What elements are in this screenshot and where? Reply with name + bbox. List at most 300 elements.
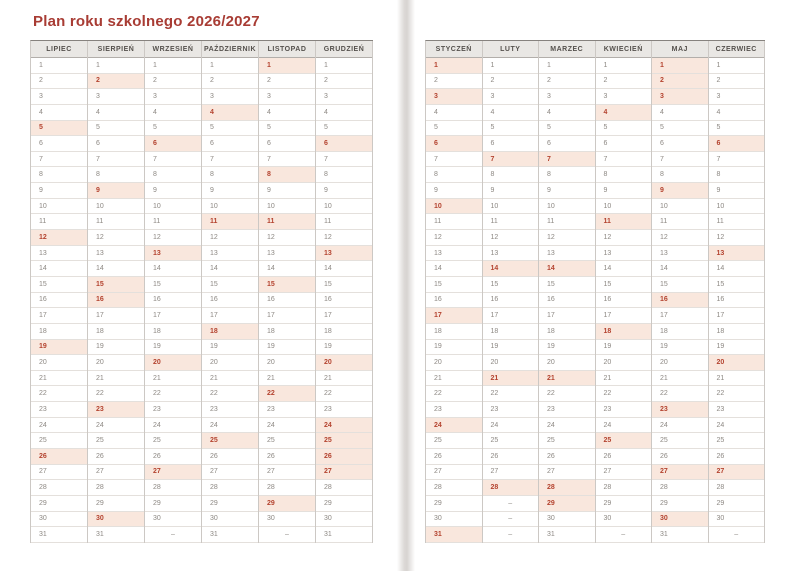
day-cell: 4 <box>31 105 87 121</box>
day-cell: 3 <box>483 89 539 105</box>
day-cell: 20 <box>539 355 595 371</box>
day-cell: 28 <box>145 480 201 496</box>
day-cell: 28 <box>709 480 765 496</box>
month-column <box>202 41 259 543</box>
day-cell: 16 <box>259 293 315 309</box>
day-cell: 23 <box>145 402 201 418</box>
day-cell: 4 <box>709 105 765 121</box>
day-cell: 23 <box>596 402 652 418</box>
day-cell: 5 <box>88 121 144 137</box>
day-cell: 26 <box>88 449 144 465</box>
day-cell: 25 <box>88 433 144 449</box>
empty-cell: – <box>145 527 201 543</box>
day-cell-highlighted: 5 <box>31 121 87 137</box>
day-cell: 7 <box>709 152 765 168</box>
day-cell: 9 <box>145 183 201 199</box>
day-cell: 24 <box>88 418 144 434</box>
day-cell: 6 <box>31 136 87 152</box>
day-cell: 6 <box>88 136 144 152</box>
day-cell: 27 <box>483 465 539 481</box>
day-cell: 13 <box>483 246 539 262</box>
day-cell: 27 <box>596 465 652 481</box>
day-cell: 13 <box>652 246 708 262</box>
day-cell: 4 <box>316 105 372 121</box>
day-cell: 31 <box>31 527 87 543</box>
day-cell: 19 <box>145 340 201 356</box>
page-title: Plan roku szkolnego 2026/2027 <box>33 13 260 30</box>
day-cell: 20 <box>88 355 144 371</box>
day-cell: 12 <box>88 230 144 246</box>
day-cell-highlighted: 18 <box>202 324 258 340</box>
day-cell: 23 <box>259 402 315 418</box>
day-cell: 7 <box>31 152 87 168</box>
day-cell: 26 <box>426 449 482 465</box>
day-cell: 20 <box>596 355 652 371</box>
day-cell: 23 <box>426 402 482 418</box>
day-cell: 19 <box>259 340 315 356</box>
day-cell: 13 <box>88 246 144 262</box>
day-cell-highlighted: 2 <box>652 74 708 90</box>
day-cell: 6 <box>483 136 539 152</box>
empty-cell: – <box>483 527 539 543</box>
day-cell: 1 <box>88 58 144 74</box>
day-cell: 25 <box>145 433 201 449</box>
day-cell-highlighted: 23 <box>88 402 144 418</box>
day-cell: 1 <box>539 58 595 74</box>
day-cell: 7 <box>259 152 315 168</box>
day-cell: 7 <box>145 152 201 168</box>
day-cell: 17 <box>316 308 372 324</box>
day-cell: 4 <box>483 105 539 121</box>
day-cell: 17 <box>202 308 258 324</box>
day-cell: 26 <box>709 449 765 465</box>
day-cell: 2 <box>709 74 765 90</box>
day-cell-highlighted: 27 <box>709 465 765 481</box>
day-cell-highlighted: 13 <box>145 246 201 262</box>
day-cell-highlighted: 30 <box>88 512 144 528</box>
empty-cell: – <box>483 512 539 528</box>
day-cell-highlighted: 6 <box>145 136 201 152</box>
day-cell: 11 <box>145 214 201 230</box>
day-cell: 22 <box>145 386 201 402</box>
day-cell-highlighted: 16 <box>88 293 144 309</box>
day-cell-highlighted: 24 <box>426 418 482 434</box>
day-cell: 25 <box>426 433 482 449</box>
day-cell: 23 <box>202 402 258 418</box>
day-cell: 30 <box>259 512 315 528</box>
day-cell: 12 <box>316 230 372 246</box>
day-cell: 1 <box>709 58 765 74</box>
month-header: GRUDZIEŃ <box>316 41 372 58</box>
day-cell: 22 <box>88 386 144 402</box>
day-cell-highlighted: 21 <box>539 371 595 387</box>
day-cell: 10 <box>596 199 652 215</box>
month-header: SIERPIEŃ <box>88 41 144 58</box>
day-cell: 9 <box>426 183 482 199</box>
day-cell-highlighted: 12 <box>31 230 87 246</box>
month-header: PAŹDZIERNIK <box>202 41 258 58</box>
day-cell: 14 <box>426 261 482 277</box>
day-cell: 9 <box>483 183 539 199</box>
day-cell: 19 <box>483 340 539 356</box>
day-cell: 12 <box>539 230 595 246</box>
day-cell: 27 <box>31 465 87 481</box>
day-cell-highlighted: 11 <box>259 214 315 230</box>
day-cell: 3 <box>145 89 201 105</box>
day-cell: 7 <box>596 152 652 168</box>
day-cell-highlighted: 25 <box>316 433 372 449</box>
month-column <box>709 41 766 543</box>
day-cell: 27 <box>426 465 482 481</box>
day-cell: 14 <box>316 261 372 277</box>
day-cell: 24 <box>539 418 595 434</box>
day-cell: 18 <box>145 324 201 340</box>
day-cell: 1 <box>31 58 87 74</box>
day-cell: 8 <box>316 167 372 183</box>
day-cell: 10 <box>88 199 144 215</box>
day-cell: 28 <box>31 480 87 496</box>
day-cell: 5 <box>259 121 315 137</box>
day-cell: 13 <box>539 246 595 262</box>
day-cell: 8 <box>596 167 652 183</box>
day-cell: 23 <box>539 402 595 418</box>
day-cell: 11 <box>709 214 765 230</box>
day-cell: 29 <box>31 496 87 512</box>
day-cell: 18 <box>539 324 595 340</box>
day-cell: 4 <box>259 105 315 121</box>
day-cell-highlighted: 6 <box>426 136 482 152</box>
day-cell: 17 <box>483 308 539 324</box>
day-cell: 14 <box>709 261 765 277</box>
day-cell: 17 <box>259 308 315 324</box>
empty-cell: – <box>709 527 765 543</box>
day-cell: 15 <box>652 277 708 293</box>
day-cell: 9 <box>316 183 372 199</box>
day-cell-highlighted: 11 <box>596 214 652 230</box>
day-cell: 15 <box>145 277 201 293</box>
day-cell: 30 <box>316 512 372 528</box>
day-cell: 26 <box>483 449 539 465</box>
day-cell: 12 <box>202 230 258 246</box>
day-cell-highlighted: 13 <box>709 246 765 262</box>
day-cell: 5 <box>539 121 595 137</box>
day-cell-highlighted: 9 <box>652 183 708 199</box>
month-header: LISTOPAD <box>259 41 315 58</box>
day-cell: 26 <box>652 449 708 465</box>
day-cell: 22 <box>483 386 539 402</box>
day-cell: 16 <box>483 293 539 309</box>
day-cell: 11 <box>539 214 595 230</box>
day-cell: 6 <box>202 136 258 152</box>
day-cell: 20 <box>259 355 315 371</box>
day-cell: 4 <box>88 105 144 121</box>
day-cell: 29 <box>426 496 482 512</box>
day-cell: 25 <box>31 433 87 449</box>
day-cell: 15 <box>483 277 539 293</box>
day-cell: 25 <box>483 433 539 449</box>
day-cell: 25 <box>259 433 315 449</box>
day-cell: 5 <box>316 121 372 137</box>
month-header: WRZESIEŃ <box>145 41 201 58</box>
day-cell: 26 <box>202 449 258 465</box>
day-cell-highlighted: 7 <box>483 152 539 168</box>
day-cell: 29 <box>202 496 258 512</box>
day-cell: 31 <box>316 527 372 543</box>
day-cell: 14 <box>145 261 201 277</box>
day-cell: 2 <box>483 74 539 90</box>
day-cell: 2 <box>259 74 315 90</box>
month-column <box>316 41 373 543</box>
day-cell-highlighted: 4 <box>596 105 652 121</box>
day-cell: 8 <box>31 167 87 183</box>
day-cell-highlighted: 28 <box>539 480 595 496</box>
day-cell: 3 <box>316 89 372 105</box>
day-cell: 20 <box>483 355 539 371</box>
month-column <box>426 41 483 543</box>
day-cell-highlighted: 14 <box>539 261 595 277</box>
month-header: LIPIEC <box>31 41 87 58</box>
day-cell: 15 <box>596 277 652 293</box>
day-cell: 6 <box>652 136 708 152</box>
day-cell: 18 <box>88 324 144 340</box>
day-cell-highlighted: 25 <box>596 433 652 449</box>
day-cell: 12 <box>483 230 539 246</box>
day-cell: 30 <box>31 512 87 528</box>
day-cell: 16 <box>426 293 482 309</box>
day-cell: 10 <box>31 199 87 215</box>
day-cell: 16 <box>539 293 595 309</box>
day-cell: 7 <box>316 152 372 168</box>
day-cell: 24 <box>483 418 539 434</box>
day-cell: 13 <box>426 246 482 262</box>
day-cell: 22 <box>316 386 372 402</box>
month-column <box>539 41 596 543</box>
day-cell: 19 <box>316 340 372 356</box>
day-cell: 16 <box>596 293 652 309</box>
day-cell: 20 <box>31 355 87 371</box>
day-cell: 16 <box>202 293 258 309</box>
day-cell: 27 <box>202 465 258 481</box>
day-cell-highlighted: 18 <box>596 324 652 340</box>
month-header: KWIECIEŃ <box>596 41 652 58</box>
day-cell: 4 <box>652 105 708 121</box>
day-cell-highlighted: 31 <box>426 527 482 543</box>
day-cell-highlighted: 1 <box>259 58 315 74</box>
day-cell: 17 <box>88 308 144 324</box>
day-cell: 1 <box>483 58 539 74</box>
day-cell-highlighted: 1 <box>652 58 708 74</box>
day-cell: 19 <box>426 340 482 356</box>
day-cell: 17 <box>652 308 708 324</box>
day-cell: 31 <box>202 527 258 543</box>
day-cell-highlighted: 30 <box>652 512 708 528</box>
day-cell: 25 <box>539 433 595 449</box>
day-cell-highlighted: 15 <box>259 277 315 293</box>
day-cell: 11 <box>652 214 708 230</box>
day-cell: 19 <box>88 340 144 356</box>
day-cell: 24 <box>259 418 315 434</box>
day-cell: 19 <box>652 340 708 356</box>
day-cell: 5 <box>483 121 539 137</box>
day-cell: 1 <box>202 58 258 74</box>
month-column <box>145 41 202 543</box>
day-cell: 17 <box>145 308 201 324</box>
day-cell: 21 <box>709 371 765 387</box>
day-cell: 18 <box>652 324 708 340</box>
day-cell: 28 <box>316 480 372 496</box>
day-cell: 18 <box>483 324 539 340</box>
day-cell-highlighted: 16 <box>652 293 708 309</box>
day-cell: 5 <box>145 121 201 137</box>
day-cell: 29 <box>709 496 765 512</box>
day-cell: 30 <box>426 512 482 528</box>
day-cell-highlighted: 27 <box>316 465 372 481</box>
day-cell: 3 <box>709 89 765 105</box>
day-cell: 6 <box>259 136 315 152</box>
day-cell: 14 <box>259 261 315 277</box>
day-cell: 30 <box>709 512 765 528</box>
day-cell: 19 <box>709 340 765 356</box>
day-cell: 15 <box>31 277 87 293</box>
day-cell: 23 <box>316 402 372 418</box>
day-cell: 29 <box>88 496 144 512</box>
day-cell: 5 <box>709 121 765 137</box>
day-cell: 13 <box>259 246 315 262</box>
day-cell: 1 <box>596 58 652 74</box>
day-cell: 7 <box>202 152 258 168</box>
month-column <box>259 41 316 543</box>
day-cell: 31 <box>652 527 708 543</box>
day-cell: 29 <box>316 496 372 512</box>
day-cell: 24 <box>31 418 87 434</box>
month-header: CZERWIEC <box>709 41 765 58</box>
day-cell: 11 <box>483 214 539 230</box>
day-cell: 15 <box>539 277 595 293</box>
day-cell: 13 <box>202 246 258 262</box>
day-cell: 24 <box>709 418 765 434</box>
day-cell: 30 <box>539 512 595 528</box>
day-cell: 22 <box>202 386 258 402</box>
day-cell: 21 <box>316 371 372 387</box>
day-cell: 13 <box>596 246 652 262</box>
day-cell: 4 <box>145 105 201 121</box>
day-cell: 2 <box>426 74 482 90</box>
day-cell: 28 <box>596 480 652 496</box>
day-cell: 3 <box>259 89 315 105</box>
day-cell: 30 <box>202 512 258 528</box>
day-cell: 23 <box>31 402 87 418</box>
day-cell: 10 <box>316 199 372 215</box>
day-cell: 18 <box>709 324 765 340</box>
day-cell: 12 <box>596 230 652 246</box>
day-cell: 19 <box>596 340 652 356</box>
day-cell: 14 <box>88 261 144 277</box>
day-cell: 10 <box>709 199 765 215</box>
day-cell-highlighted: 20 <box>145 355 201 371</box>
day-cell: 26 <box>539 449 595 465</box>
day-cell-highlighted: 11 <box>202 214 258 230</box>
day-cell: 9 <box>259 183 315 199</box>
day-cell: 21 <box>145 371 201 387</box>
day-cell: 12 <box>426 230 482 246</box>
day-cell: 5 <box>596 121 652 137</box>
day-cell-highlighted: 20 <box>709 355 765 371</box>
day-cell-highlighted: 20 <box>316 355 372 371</box>
day-cell: 18 <box>31 324 87 340</box>
day-cell: 27 <box>539 465 595 481</box>
day-cell: 16 <box>316 293 372 309</box>
day-cell: 17 <box>596 308 652 324</box>
day-cell: 6 <box>596 136 652 152</box>
day-cell-highlighted: 27 <box>145 465 201 481</box>
day-cell: 16 <box>145 293 201 309</box>
day-cell: 29 <box>652 496 708 512</box>
day-cell: 26 <box>596 449 652 465</box>
day-cell: 23 <box>483 402 539 418</box>
day-cell: 8 <box>652 167 708 183</box>
day-cell: 17 <box>539 308 595 324</box>
day-cell: 27 <box>259 465 315 481</box>
day-cell: 7 <box>88 152 144 168</box>
day-cell: 28 <box>88 480 144 496</box>
day-cell-highlighted: 10 <box>426 199 482 215</box>
day-cell: 3 <box>31 89 87 105</box>
day-cell: 19 <box>539 340 595 356</box>
day-cell: 28 <box>426 480 482 496</box>
day-cell: 9 <box>539 183 595 199</box>
day-cell: 21 <box>652 371 708 387</box>
month-column <box>596 41 653 543</box>
day-cell: 10 <box>483 199 539 215</box>
day-cell: 4 <box>426 105 482 121</box>
day-cell-highlighted: 4 <box>202 105 258 121</box>
day-cell: 14 <box>202 261 258 277</box>
calendar-table-january-june <box>425 40 765 543</box>
day-cell: 24 <box>596 418 652 434</box>
day-cell: 22 <box>709 386 765 402</box>
month-column <box>88 41 145 543</box>
day-cell-highlighted: 19 <box>31 340 87 356</box>
day-cell: 10 <box>539 199 595 215</box>
day-cell-highlighted: 22 <box>259 386 315 402</box>
day-cell-highlighted: 27 <box>652 465 708 481</box>
day-cell: 10 <box>259 199 315 215</box>
day-cell: 3 <box>88 89 144 105</box>
day-cell-highlighted: 21 <box>483 371 539 387</box>
month-header: MARZEC <box>539 41 595 58</box>
day-cell: 14 <box>652 261 708 277</box>
day-cell: 13 <box>31 246 87 262</box>
day-cell: 9 <box>31 183 87 199</box>
day-cell: 8 <box>539 167 595 183</box>
calendar-table-july-december <box>30 40 373 543</box>
empty-cell: – <box>483 496 539 512</box>
day-cell: 21 <box>259 371 315 387</box>
day-cell: 10 <box>652 199 708 215</box>
day-cell: 2 <box>316 74 372 90</box>
day-cell: 31 <box>539 527 595 543</box>
day-cell: 25 <box>652 433 708 449</box>
day-cell-highlighted: 24 <box>316 418 372 434</box>
day-cell: 15 <box>202 277 258 293</box>
day-cell: 11 <box>426 214 482 230</box>
day-cell: 10 <box>145 199 201 215</box>
day-cell: 18 <box>259 324 315 340</box>
day-cell: 8 <box>145 167 201 183</box>
day-cell: 28 <box>202 480 258 496</box>
day-cell-highlighted: 14 <box>483 261 539 277</box>
month-header: STYCZEŃ <box>426 41 482 58</box>
